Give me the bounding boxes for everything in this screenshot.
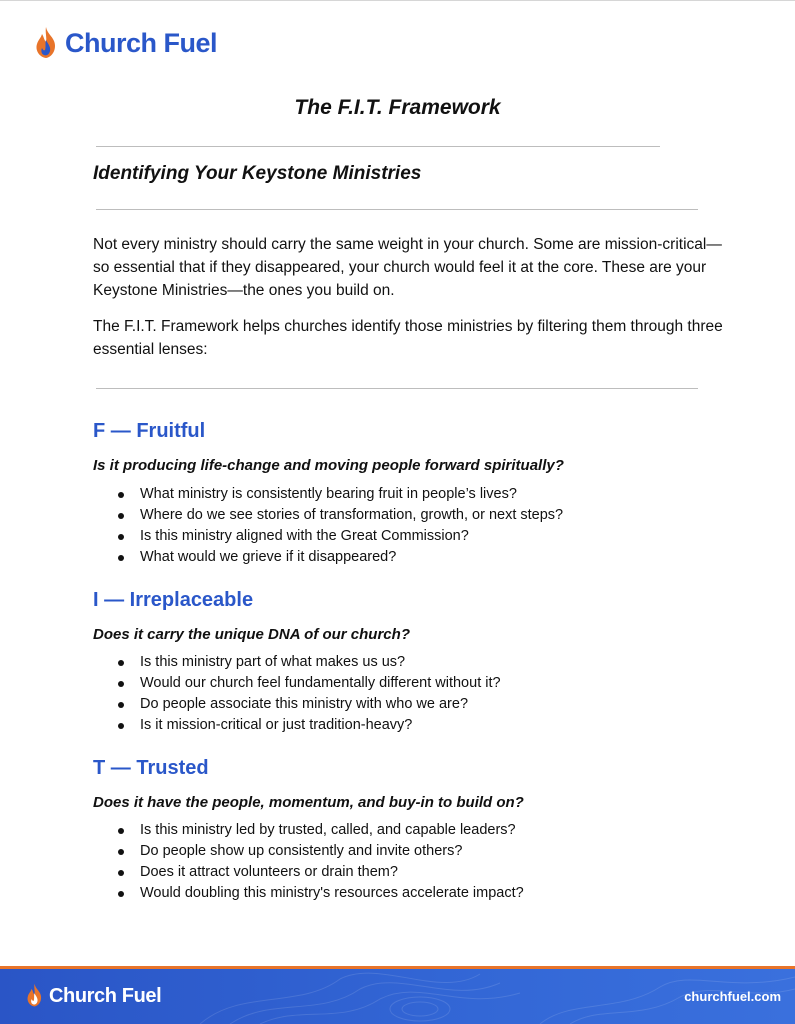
document-subtitle: Identifying Your Keystone Ministries xyxy=(93,163,422,184)
list-item: Where do we see stories of transformation, growth, or next steps? xyxy=(116,505,563,526)
list-item: Do people show up consistently and invite others? xyxy=(116,841,524,862)
brand-wordmark: Church Fuel xyxy=(65,27,218,58)
flame-icon xyxy=(25,983,44,1008)
document-title: The F.I.T. Framework xyxy=(294,96,501,119)
intro-paragraph: The F.I.T. Framework helps churches identify those ministries by filtering them through three essential lenses: xyxy=(93,318,723,358)
footer-logo xyxy=(25,983,161,1008)
footer-bar xyxy=(0,966,795,1024)
divider xyxy=(96,388,698,389)
list-item: What would we grieve if it disappeared? xyxy=(116,547,563,568)
list-item: Is this ministry aligned with the Great Commission? xyxy=(116,526,563,547)
brand-wordmark: Church Fuel xyxy=(49,984,162,1007)
list-item: Would doubling this ministry's resources accelerate impact? xyxy=(116,883,524,904)
divider xyxy=(96,146,660,147)
flame-icon xyxy=(33,26,59,60)
list-item: Is this ministry part of what makes us us? xyxy=(116,652,501,673)
bullet-list xyxy=(116,484,563,568)
section-question: Does it carry the unique DNA of our church? xyxy=(93,626,410,643)
header-logo xyxy=(33,26,217,60)
list-item: Is this ministry led by trusted, called, and capable leaders? xyxy=(116,820,524,841)
list-item: Does it attract volunteers or drain them? xyxy=(116,862,524,883)
list-item: Would our church feel fundamentally different without it? xyxy=(116,673,501,694)
bullet-list xyxy=(116,652,501,736)
divider xyxy=(96,209,698,210)
section-question: Does it have the people, momentum, and buy-in to build on? xyxy=(93,794,524,811)
list-item: Is it mission-critical or just tradition-heavy? xyxy=(116,715,501,736)
bullet-list xyxy=(116,820,524,904)
website-link[interactable]: churchfuel.com xyxy=(684,989,781,1004)
page-top-border xyxy=(0,0,795,1)
list-item: What ministry is consistently bearing fruit in people’s lives? xyxy=(116,484,563,505)
section-heading-irreplaceable: I — Irreplaceable xyxy=(93,589,254,611)
section-heading-trusted: T — Trusted xyxy=(93,757,209,779)
section-heading-fruitful: F — Fruitful xyxy=(93,420,206,442)
intro-paragraph: Not every ministry should carry the same weight in your church. Some are mission-critical—so essential that if they disappeared, your church would feel it at the core. These are your Keystone Ministries—the ones you build on. xyxy=(93,236,722,299)
section-question: Is it producing life-change and moving people forward spiritually? xyxy=(93,457,564,474)
list-item: Do people associate this ministry with who we are? xyxy=(116,694,501,715)
